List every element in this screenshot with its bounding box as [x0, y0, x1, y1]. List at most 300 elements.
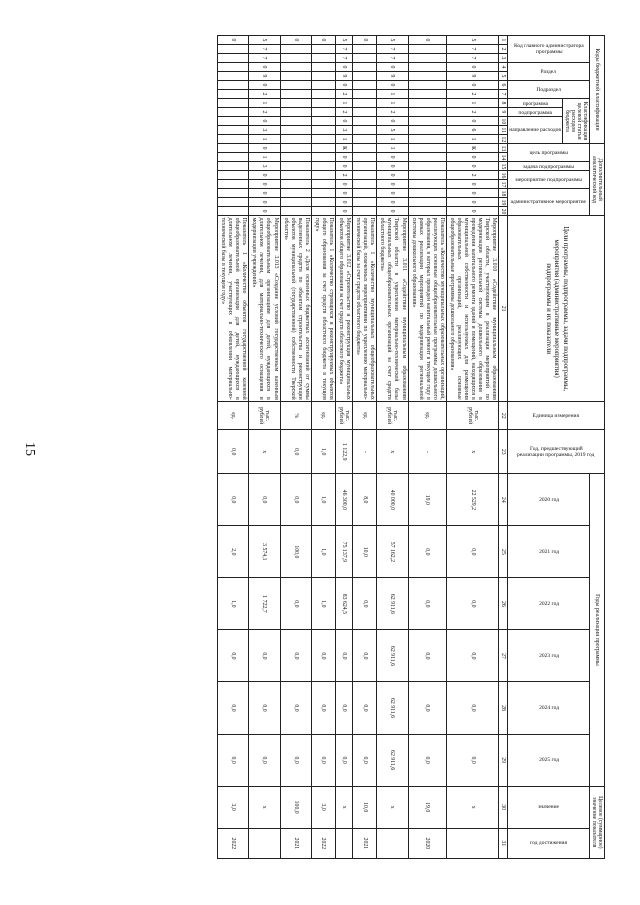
row-base-value: x — [377, 430, 408, 474]
target-class-header: Классификация целевой статьи расходов бюджета — [563, 99, 590, 144]
code-cell: 0 — [249, 171, 280, 180]
row-year-value: 0,0 — [408, 526, 446, 578]
row-year-value: 19,0 — [408, 474, 446, 526]
row-year-value: 0,0 — [446, 734, 498, 786]
column-number: 10 — [500, 118, 507, 125]
action-col-header: административное мероприятие — [508, 189, 590, 216]
code-cell: 0 — [377, 198, 408, 207]
code-cell: 0 — [249, 207, 280, 216]
code-cell — [280, 207, 311, 216]
code-cell — [218, 63, 249, 72]
code-cell: 9 — [335, 72, 352, 81]
code-cell: 0 — [335, 207, 352, 216]
row-year-value: 0,0 — [335, 630, 352, 682]
code-cell — [218, 99, 249, 108]
code-cell — [353, 117, 377, 126]
row-year-value: 0,0 — [353, 682, 377, 734]
code-cell: 0 — [377, 63, 408, 72]
row-final-year — [335, 828, 352, 858]
row-year-value: 62 911,6 — [377, 578, 408, 630]
code-cell: 5 — [249, 36, 280, 45]
code-cell — [408, 99, 446, 108]
table-row — [408, 36, 446, 859]
code-cell: 2 — [335, 108, 352, 117]
code-cell: К — [335, 144, 352, 153]
code-cell — [353, 189, 377, 198]
code-cell — [353, 81, 377, 90]
code-cell: 2 — [446, 108, 498, 117]
row-year-value: 0,0 — [218, 474, 249, 526]
column-number: 28 — [499, 682, 508, 734]
code-cell: 0 — [335, 63, 352, 72]
code-cell: 2 — [446, 171, 498, 180]
row-final-year — [446, 828, 498, 858]
year-header-2023: 2023 год — [508, 630, 590, 682]
code-cell: 6 — [446, 126, 498, 135]
code-cell: 0 — [377, 171, 408, 180]
years-group-header: Годы реализации программы — [590, 474, 605, 786]
code-cell: 0 — [249, 189, 280, 198]
row-final-value: 10,0 — [353, 786, 377, 828]
code-cell: 0 — [249, 144, 280, 153]
code-cell: 0 — [377, 153, 408, 162]
row-year-value: 0,0 — [353, 630, 377, 682]
code-cell: 7 — [335, 45, 352, 54]
code-cell — [408, 90, 446, 99]
code-cell — [353, 153, 377, 162]
table-row — [218, 36, 249, 859]
code-cell — [408, 108, 446, 117]
final-year-header: год достижения — [508, 828, 590, 858]
table-row — [311, 36, 335, 859]
column-number: 31 — [499, 828, 508, 858]
code-cell — [311, 81, 335, 90]
code-cell: 0 — [377, 117, 408, 126]
code-cell — [353, 144, 377, 153]
row-unit: тыс. рублей — [377, 402, 408, 430]
code-cell — [218, 171, 249, 180]
subsection-header: Подраздел — [508, 81, 590, 99]
code-cell: 1 — [249, 153, 280, 162]
row-year-value: 0,0 — [408, 734, 446, 786]
row-year-value: 8,0 — [353, 474, 377, 526]
code-cell — [218, 45, 249, 54]
code-cell: 2 — [377, 108, 408, 117]
row-unit: ед. — [218, 402, 249, 430]
code-cell: 0 — [335, 153, 352, 162]
row-year-value: 0,0 — [218, 734, 249, 786]
column-number: 30 — [499, 786, 508, 828]
row-final-value: 3,0 — [218, 786, 249, 828]
column-number: 11 — [500, 127, 507, 134]
row-final-value: x — [249, 786, 280, 828]
code-cell — [311, 126, 335, 135]
code-cell — [408, 81, 446, 90]
code-cell — [408, 135, 446, 144]
code-cell — [218, 72, 249, 81]
column-number: 19 — [500, 199, 507, 206]
table-row — [377, 36, 408, 859]
code-cell: 0 — [335, 180, 352, 189]
code-cell: 0 — [335, 162, 352, 171]
code-cell — [311, 117, 335, 126]
unit-column-header: Единица измерения — [508, 402, 605, 430]
row-year-value: 0,0 — [408, 682, 446, 734]
code-cell — [353, 63, 377, 72]
code-cell — [311, 198, 335, 207]
column-number: 6 — [499, 81, 508, 90]
column-number: 2 — [499, 45, 508, 54]
column-number: 3 — [499, 54, 508, 63]
row-base-value: 0,0 — [218, 430, 249, 474]
code-cell: 0 — [446, 189, 498, 198]
row-year-value: 0,0 — [446, 630, 498, 682]
goal-col-header: цель программы — [508, 144, 590, 162]
code-cell: 0 — [249, 198, 280, 207]
program-col-header: программа — [508, 99, 563, 108]
code-cell — [353, 198, 377, 207]
code-cell: 3 — [249, 162, 280, 171]
code-cell: 3 — [249, 126, 280, 135]
table-row — [446, 36, 498, 859]
row-unit: ед. — [353, 402, 377, 430]
code-cell — [280, 81, 311, 90]
column-number: 25 — [499, 526, 508, 578]
code-cell: 0 — [446, 81, 498, 90]
row-year-value: 0,0 — [311, 734, 335, 786]
column-numbering-row — [499, 36, 508, 859]
column-number: 4 — [499, 63, 508, 72]
row-year-value: 100,0 — [280, 526, 311, 578]
analytic-code-group-header: Дополнительный аналитический код — [590, 144, 605, 216]
row-final-year: 2022 — [218, 828, 249, 858]
row-year-value: 1,0 — [311, 474, 335, 526]
row-year-value: 0,0 — [280, 734, 311, 786]
column-number: 5 — [499, 72, 508, 81]
code-cell: 9 — [377, 72, 408, 81]
code-cell — [353, 45, 377, 54]
code-cell: 0 — [377, 81, 408, 90]
year-header-2024: 2024 год — [508, 682, 590, 734]
program-indicators-table — [217, 35, 605, 859]
row-year-value: 0,0 — [353, 734, 377, 786]
code-cell — [353, 126, 377, 135]
row-year-value: 40 000,0 — [377, 474, 408, 526]
row-name: Показатель 1 «Количество объектов государственной казенной общеобразовательной организации для детей, нуждающихся в длительном лечении, участвующих в обновлении материально-технической базы в текущем году» — [218, 216, 249, 402]
row-final-year: 2021 — [353, 828, 377, 858]
code-cell: 9 — [446, 72, 498, 81]
code-cell — [311, 90, 335, 99]
row-year-value: 0,0 — [311, 630, 335, 682]
row-year-value: 0,0 — [446, 526, 498, 578]
code-cell — [280, 126, 311, 135]
row-year-value: 0,0 — [280, 682, 311, 734]
row-unit: % — [280, 402, 311, 430]
code-cell — [218, 126, 249, 135]
code-cell: 1 — [249, 135, 280, 144]
row-year-value: 75 137,9 — [335, 526, 352, 578]
row-year-value: 0,0 — [280, 474, 311, 526]
code-cell — [311, 45, 335, 54]
code-cell: 0 — [249, 117, 280, 126]
code-cell — [408, 153, 446, 162]
code-cell: 1 — [446, 99, 498, 108]
code-cell — [311, 171, 335, 180]
code-cell: 0 — [446, 180, 498, 189]
row-year-value: 0,0 — [335, 682, 352, 734]
code-cell — [408, 126, 446, 135]
row-name: Мероприятие 3.013 «Создание условий государственным казенным общеобразовательным организациям для детей, нуждающихся в длительном лечении, для материально-технического оснащения и модернизации учреждений» — [249, 216, 280, 402]
code-cell — [311, 144, 335, 153]
code-cell — [280, 180, 311, 189]
year-header-2021: 2021 год — [508, 526, 590, 578]
code-cell: 0 — [335, 189, 352, 198]
name-column-header: Цели программы, подпрограммы, задачи подпрограммы, мероприятия (административные мероприятия) подпрограммы и их показатели — [508, 216, 605, 402]
code-cell — [353, 72, 377, 81]
code-cell — [408, 54, 446, 63]
row-year-value: 10,0 — [353, 526, 377, 578]
code-cell: 5 — [377, 36, 408, 45]
code-cell — [280, 108, 311, 117]
final-value-header: значение — [508, 786, 590, 828]
code-cell — [311, 63, 335, 72]
code-cell — [218, 81, 249, 90]
code-cell — [408, 180, 446, 189]
row-base-value: 1,0 — [311, 430, 335, 474]
row-year-value: 0,0 — [446, 682, 498, 734]
row-year-value: 1,0 — [311, 526, 335, 578]
row-year-value: 0,0 — [311, 682, 335, 734]
code-cell: 0 — [249, 180, 280, 189]
code-cell: 7 — [249, 45, 280, 54]
code-cell — [280, 117, 311, 126]
row-year-value: 0,0 — [280, 630, 311, 682]
column-number: 17 — [500, 181, 507, 188]
row-final-year — [249, 828, 280, 858]
code-cell: 0 — [249, 81, 280, 90]
column-number: 15 — [500, 163, 507, 170]
row-year-value: 62 911,6 — [377, 734, 408, 786]
row-base-value: x — [446, 430, 498, 474]
code-cell — [311, 99, 335, 108]
row-year-value: 62 911,6 — [377, 630, 408, 682]
row-year-value: 0,0 — [335, 734, 352, 786]
row-year-value: 0,0 — [446, 578, 498, 630]
code-cell — [218, 198, 249, 207]
budget-codes-group-header: Коды бюджетной классификации — [590, 36, 605, 144]
code-cell — [280, 45, 311, 54]
row-final-value: x — [377, 786, 408, 828]
code-cell — [218, 135, 249, 144]
row-year-value: 0,0 — [249, 682, 280, 734]
table-row — [280, 36, 311, 859]
row-year-value: 0,0 — [249, 630, 280, 682]
code-cell: 3 — [335, 126, 352, 135]
code-cell — [280, 171, 311, 180]
code-cell: 2 — [335, 171, 352, 180]
code-cell — [218, 207, 249, 216]
code-cell: 1 — [335, 99, 352, 108]
code-cell — [353, 162, 377, 171]
code-cell: 0 — [377, 180, 408, 189]
row-year-value: 0,0 — [408, 630, 446, 682]
code-cell — [280, 72, 311, 81]
code-cell: 0 — [377, 189, 408, 198]
code-cell: 0 — [446, 207, 498, 216]
code-cell — [280, 189, 311, 198]
code-cell — [218, 117, 249, 126]
row-year-value: 1,0 — [218, 578, 249, 630]
code-cell: 1 — [446, 135, 498, 144]
row-final-year: 2020 — [408, 828, 446, 858]
code-cell: 0 — [280, 36, 311, 45]
code-cell: 1 — [377, 99, 408, 108]
code-cell: 0 — [446, 162, 498, 171]
column-number: 18 — [500, 190, 507, 197]
code-cell — [280, 54, 311, 63]
column-number: 21 — [499, 216, 508, 402]
code-cell — [311, 180, 335, 189]
code-cell: 0 — [446, 63, 498, 72]
code-cell: 2 — [249, 108, 280, 117]
measure-col-header: мероприятие подпрограммы — [508, 171, 590, 189]
code-cell — [408, 189, 446, 198]
row-year-value: 0,0 — [218, 682, 249, 734]
code-cell — [353, 135, 377, 144]
row-final-value: 3,0 — [311, 786, 335, 828]
column-number: 22 — [499, 402, 508, 430]
row-year-value: 62 911,6 — [377, 682, 408, 734]
code-cell: 0 — [446, 117, 498, 126]
code-cell — [311, 162, 335, 171]
code-cell — [408, 198, 446, 207]
row-base-value: - — [353, 430, 377, 474]
code-cell: 5 — [446, 36, 498, 45]
code-cell — [218, 90, 249, 99]
code-cell: 1 — [377, 144, 408, 153]
code-cell — [280, 162, 311, 171]
row-unit: тыс. рублей — [249, 402, 280, 430]
row-base-value: 1 122,9 — [335, 430, 352, 474]
column-number: 26 — [499, 578, 508, 630]
row-base-value: - — [408, 430, 446, 474]
row-name: Мероприятие 3.010 «Содействие муниципальным образованиям Тверской области, участвующим в реализации мероприятий по модернизации региональной системы дошкольного образования в проведении капитального ремонта зданий и помещений, находящихся в муниципальной собственности и используемых для размещения образовательных организаций, реализующих основные общеобразовательные программы дошкольного образования» — [446, 216, 498, 402]
row-name: Мероприятие 3.011 «Содействие муниципальным образованиям Тверской области в укреплении материально-технической базы муниципальных общеобразовательных организаций за счет средств областного бюджета» — [377, 216, 408, 402]
task-col-header: задача подпрограммы — [508, 162, 590, 171]
code-cell — [280, 153, 311, 162]
row-year-value: 46 300,0 — [335, 474, 352, 526]
code-cell: 5 — [377, 126, 408, 135]
table-body — [218, 36, 499, 859]
column-number: 16 — [500, 172, 507, 179]
row-final-value: 100,0 — [280, 786, 311, 828]
code-cell: 0 — [335, 81, 352, 90]
row-final-year: 2022 — [311, 828, 335, 858]
code-cell — [218, 108, 249, 117]
code-cell — [218, 144, 249, 153]
direction-col-header: направление расходов — [508, 117, 563, 144]
code-cell — [311, 72, 335, 81]
row-unit: ед. — [408, 402, 446, 430]
row-name: Показатель «Количество муниципальных образовательных организаций, реализующих основные общеобразовательные программы дошкольного образования, в которых проведен капитальный ремонт в текущем году в рамках реализации мероприятий по модернизации региональной системы дошкольного образования» — [408, 216, 446, 402]
code-cell: 0 — [353, 36, 377, 45]
code-cell: 7 — [377, 45, 408, 54]
code-cell — [408, 207, 446, 216]
row-unit: тыс. рублей — [446, 402, 498, 430]
row-final-value: x — [335, 786, 352, 828]
row-year-value: 3 574,1 — [249, 526, 280, 578]
code-cell: К — [446, 144, 498, 153]
column-number: 14 — [500, 154, 507, 161]
code-cell: 7 — [446, 54, 498, 63]
code-cell — [280, 99, 311, 108]
row-name: Показатель 1 «Количество строящихся и реконструируемых объектов общего образования за счет средств областного бюджета в текущем году» — [311, 216, 335, 402]
code-cell: 7 — [249, 54, 280, 63]
code-cell — [280, 198, 311, 207]
column-number: 1 — [499, 36, 508, 45]
column-number: 23 — [499, 430, 508, 474]
column-number: 20 — [500, 208, 507, 215]
table-row — [353, 36, 377, 859]
code-cell — [218, 180, 249, 189]
year-header-2025: 2025 год — [508, 734, 590, 786]
code-cell — [218, 153, 249, 162]
row-final-year — [377, 828, 408, 858]
code-cell: 2 — [335, 90, 352, 99]
code-cell — [408, 117, 446, 126]
code-cell — [311, 135, 335, 144]
row-year-value: 1 722,7 — [249, 578, 280, 630]
code-cell: 2 — [446, 90, 498, 99]
code-cell: 0 — [377, 207, 408, 216]
code-cell — [218, 54, 249, 63]
row-name: Мероприятие 3.012 «Строительство и реконструкция муниципальных объектов общего образования за счет средств областного бюджета» — [335, 216, 352, 402]
code-cell: 0 — [249, 63, 280, 72]
code-cell: 2 — [249, 90, 280, 99]
table-row — [249, 36, 280, 859]
year-header-2020: 2020 год — [508, 474, 590, 526]
code-cell — [311, 153, 335, 162]
column-number: 8 — [499, 99, 508, 108]
year-header-2022: 2022 год — [508, 578, 590, 630]
column-number: 27 — [499, 630, 508, 682]
row-year-value: 57 162,2 — [377, 526, 408, 578]
base-year-column-header: Год, предшествующий реализации программы, 2019 год — [508, 430, 605, 474]
code-cell — [280, 144, 311, 153]
code-cell: 0 — [335, 117, 352, 126]
code-cell — [311, 189, 335, 198]
admin-code-header: Код главного администратора программы — [508, 36, 590, 63]
code-cell — [408, 45, 446, 54]
code-cell — [353, 54, 377, 63]
code-cell: 1 — [377, 135, 408, 144]
row-year-value: 0,0 — [408, 578, 446, 630]
code-cell: 0 — [408, 36, 446, 45]
code-cell — [408, 171, 446, 180]
code-cell: 0 — [446, 153, 498, 162]
column-number: 13 — [500, 145, 507, 152]
section-header: Раздел — [508, 63, 590, 81]
code-cell: 1 — [377, 90, 408, 99]
code-cell: 1 — [249, 99, 280, 108]
code-cell: 9 — [249, 72, 280, 81]
code-cell — [353, 99, 377, 108]
code-cell — [353, 207, 377, 216]
code-cell: 1 — [335, 135, 352, 144]
row-final-value: 19,0 — [408, 786, 446, 828]
code-cell: 7 — [377, 54, 408, 63]
column-number: 29 — [499, 734, 508, 786]
